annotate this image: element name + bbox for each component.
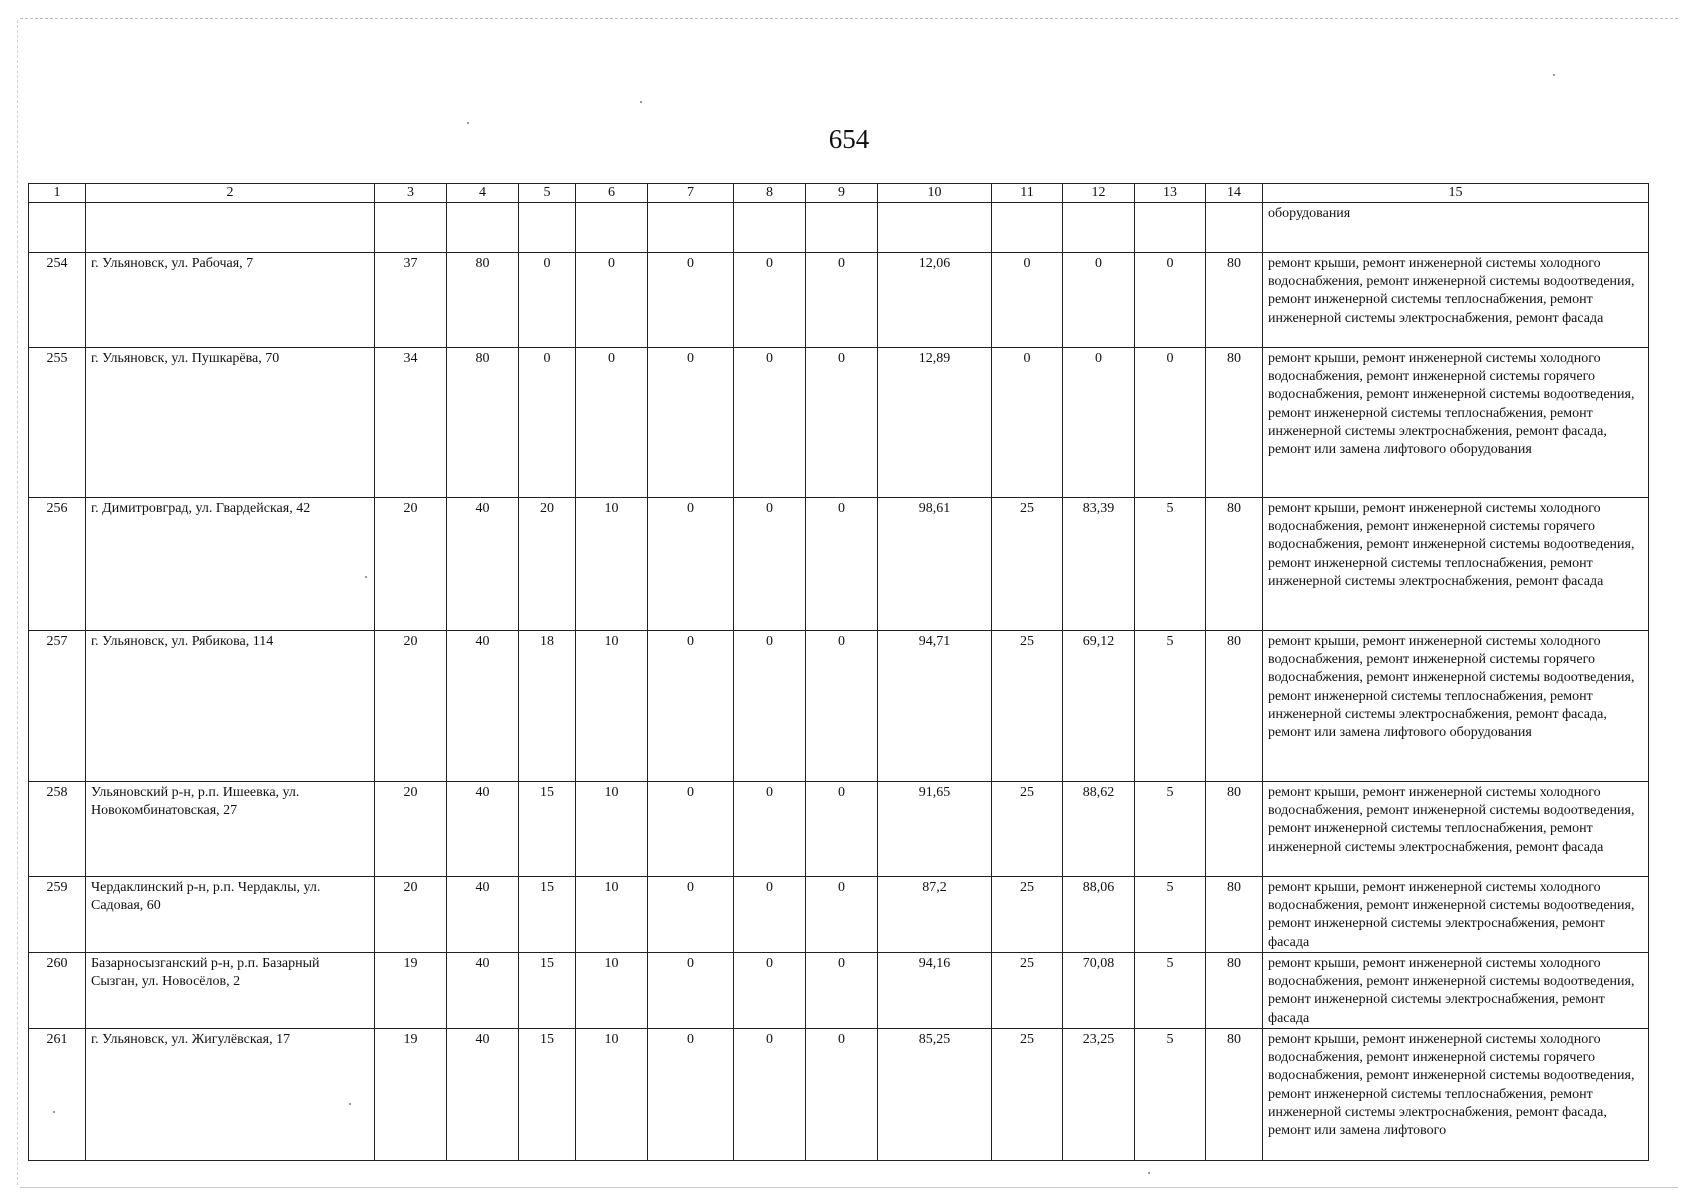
value-cell-col-7: 0 [648,498,734,631]
value-cell-col-10: 12,89 [878,348,992,498]
value-cell-col-14: 80 [1206,877,1263,953]
value-cell-col-14: 80 [1206,782,1263,877]
value-cell-col-8: 0 [734,1029,806,1161]
scan-speck [640,101,642,103]
row-number-cell: 258 [29,782,86,877]
value-cell-col-6: 10 [576,1029,648,1161]
value-cell-col-3: 37 [375,253,447,348]
row-number-cell: 255 [29,348,86,498]
value-cell-col-12: 0 [1063,253,1135,348]
column-number: 2 [86,184,375,203]
value-cell-col-9: 0 [806,253,878,348]
column-number: 12 [1063,184,1135,203]
value-cell-col-9: 0 [806,348,878,498]
value-cell-col-6: 10 [576,631,648,782]
address-cell: г. Ульяновск, ул. Пушкарёва, 70 [86,348,375,498]
table-cell [86,203,375,253]
scan-edge-top [20,18,1678,19]
value-cell-col-14: 80 [1206,253,1263,348]
value-cell-col-3: 34 [375,348,447,498]
value-cell-col-10: 94,16 [878,953,992,1029]
continuation-row [29,203,1649,253]
works-table [28,183,1649,1161]
value-cell-col-11: 25 [992,877,1063,953]
value-cell-col-4: 80 [447,348,519,498]
works-cell: ремонт крыши, ремонт инженерной системы холодного водоснабжения, ремонт инженерной системы водоотведения, ремонт инженерной системы электроснабжения, ремонт фасада [1263,953,1649,1029]
row-number-cell: 257 [29,631,86,782]
value-cell-col-11: 25 [992,782,1063,877]
works-cell: ремонт крыши, ремонт инженерной системы холодного водоснабжения, ремонт инженерной системы горячего водоснабжения, ремонт инженерной системы водоотведения, ремонт инженерной системы теплоснабжения, ремонт инженерной системы электроснабжения, ремонт фасада, ремонт или замена лифтового оборудования [1263,348,1649,498]
value-cell-col-12: 0 [1063,348,1135,498]
table-row [29,498,1649,631]
table-row [29,631,1649,782]
value-cell-col-6: 10 [576,877,648,953]
value-cell-col-14: 80 [1206,498,1263,631]
scan-edge-bottom [20,1187,1678,1188]
value-cell-col-11: 25 [992,1029,1063,1161]
value-cell-col-11: 0 [992,253,1063,348]
table-cell [576,203,648,253]
value-cell-col-8: 0 [734,348,806,498]
column-number: 10 [878,184,992,203]
value-cell-col-7: 0 [648,1029,734,1161]
table-cell [1135,203,1206,253]
row-number-cell: 259 [29,877,86,953]
value-cell-col-4: 40 [447,498,519,631]
value-cell-col-10: 91,65 [878,782,992,877]
column-numbers-row [29,184,1649,203]
table-cell [806,203,878,253]
works-cell: ремонт крыши, ремонт инженерной системы холодного водоснабжения, ремонт инженерной системы водоотведения, ремонт инженерной системы теплоснабжения, ремонт инженерной системы электроснабжения, ремонт фасада [1263,782,1649,877]
table-cell [992,203,1063,253]
value-cell-col-8: 0 [734,631,806,782]
column-number: 1 [29,184,86,203]
column-number: 15 [1263,184,1649,203]
value-cell-col-5: 0 [519,348,576,498]
table-cell [519,203,576,253]
column-number: 8 [734,184,806,203]
table-cell [447,203,519,253]
value-cell-col-6: 10 [576,498,648,631]
row-number-cell: 254 [29,253,86,348]
scan-speck [1148,1172,1150,1174]
value-cell-col-6: 10 [576,782,648,877]
value-cell-col-11: 25 [992,953,1063,1029]
value-cell-col-14: 80 [1206,953,1263,1029]
table-row [29,877,1649,953]
value-cell-col-13: 5 [1135,953,1206,1029]
value-cell-col-4: 40 [447,1029,519,1161]
scan-edge-left [17,20,18,1185]
value-cell-col-14: 80 [1206,1029,1263,1161]
value-cell-col-5: 18 [519,631,576,782]
value-cell-col-11: 25 [992,631,1063,782]
value-cell-col-7: 0 [648,631,734,782]
value-cell-col-5: 15 [519,782,576,877]
value-cell-col-9: 0 [806,631,878,782]
value-cell-col-8: 0 [734,953,806,1029]
value-cell-col-9: 0 [806,1029,878,1161]
value-cell-col-13: 0 [1135,348,1206,498]
column-number: 9 [806,184,878,203]
address-cell: Ульяновский р-н, р.п. Ишеевка, ул. Новокомбинатовская, 27 [86,782,375,877]
value-cell-col-6: 0 [576,348,648,498]
value-cell-col-3: 20 [375,782,447,877]
table-row [29,348,1649,498]
address-cell: г. Ульяновск, ул. Рябикова, 114 [86,631,375,782]
value-cell-col-4: 40 [447,631,519,782]
value-cell-col-5: 20 [519,498,576,631]
value-cell-col-13: 5 [1135,877,1206,953]
value-cell-col-5: 0 [519,253,576,348]
value-cell-col-3: 19 [375,1029,447,1161]
works-cell: ремонт крыши, ремонт инженерной системы холодного водоснабжения, ремонт инженерной системы горячего водоснабжения, ремонт инженерной системы водоотведения, ремонт инженерной системы теплоснабжения, ремонт инженерной системы электроснабжения, ремонт фасада, ремонт или замена лифтового оборудования [1263,631,1649,782]
value-cell-col-12: 23,25 [1063,1029,1135,1161]
works-cell: ремонт крыши, ремонт инженерной системы холодного водоснабжения, ремонт инженерной системы горячего водоснабжения, ремонт инженерной системы водоотведения, ремонт инженерной системы теплоснабжения, ремонт инженерной системы электроснабжения, ремонт фасада [1263,498,1649,631]
value-cell-col-12: 69,12 [1063,631,1135,782]
value-cell-col-12: 88,06 [1063,877,1135,953]
value-cell-col-6: 10 [576,953,648,1029]
works-cell: ремонт крыши, ремонт инженерной системы холодного водоснабжения, ремонт инженерной системы горячего водоснабжения, ремонт инженерной системы водоотведения, ремонт инженерной системы теплоснабжения, ремонт инженерной системы электроснабжения, ремонт фасада, ремонт или замена лифтового [1263,1029,1649,1161]
column-number: 3 [375,184,447,203]
works-cell: оборудования [1263,203,1649,253]
table-row [29,253,1649,348]
value-cell-col-3: 20 [375,498,447,631]
value-cell-col-12: 70,08 [1063,953,1135,1029]
value-cell-col-8: 0 [734,877,806,953]
value-cell-col-5: 15 [519,1029,576,1161]
page-number: 654 [828,124,870,154]
value-cell-col-7: 0 [648,877,734,953]
value-cell-col-13: 5 [1135,498,1206,631]
column-number: 14 [1206,184,1263,203]
value-cell-col-9: 0 [806,498,878,631]
value-cell-col-7: 0 [648,348,734,498]
table-body [29,184,1649,1161]
works-cell: ремонт крыши, ремонт инженерной системы холодного водоснабжения, ремонт инженерной системы водоотведения, ремонт инженерной системы электроснабжения, ремонт фасада [1263,877,1649,953]
value-cell-col-3: 19 [375,953,447,1029]
table-cell [878,203,992,253]
address-cell: г. Ульяновск, ул. Жигулёвская, 17 [86,1029,375,1161]
address-cell: г. Ульяновск, ул. Рабочая, 7 [86,253,375,348]
column-number: 13 [1135,184,1206,203]
value-cell-col-6: 0 [576,253,648,348]
value-cell-col-13: 5 [1135,782,1206,877]
works-cell: ремонт крыши, ремонт инженерной системы холодного водоснабжения, ремонт инженерной системы водоотведения, ремонт инженерной системы теплоснабжения, ремонт инженерной системы электроснабжения, ремонт фасада [1263,253,1649,348]
value-cell-col-4: 40 [447,782,519,877]
value-cell-col-10: 87,2 [878,877,992,953]
value-cell-col-8: 0 [734,782,806,877]
value-cell-col-13: 5 [1135,1029,1206,1161]
table-row [29,782,1649,877]
table-row [29,1029,1649,1161]
value-cell-col-10: 98,61 [878,498,992,631]
value-cell-col-5: 15 [519,877,576,953]
value-cell-col-3: 20 [375,877,447,953]
value-cell-col-14: 80 [1206,348,1263,498]
column-number: 6 [576,184,648,203]
value-cell-col-9: 0 [806,953,878,1029]
scan-speck [1553,74,1555,76]
value-cell-col-14: 80 [1206,631,1263,782]
value-cell-col-4: 80 [447,253,519,348]
value-cell-col-11: 25 [992,498,1063,631]
value-cell-col-5: 15 [519,953,576,1029]
value-cell-col-12: 83,39 [1063,498,1135,631]
value-cell-col-4: 40 [447,877,519,953]
column-number: 5 [519,184,576,203]
value-cell-col-13: 5 [1135,631,1206,782]
column-number: 7 [648,184,734,203]
table-cell [648,203,734,253]
value-cell-col-8: 0 [734,253,806,348]
value-cell-col-11: 0 [992,348,1063,498]
value-cell-col-7: 0 [648,253,734,348]
address-cell: г. Димитровград, ул. Гвардейская, 42 [86,498,375,631]
table-cell [1206,203,1263,253]
value-cell-col-7: 0 [648,782,734,877]
value-cell-col-10: 85,25 [878,1029,992,1161]
column-number: 11 [992,184,1063,203]
value-cell-col-10: 94,71 [878,631,992,782]
value-cell-col-4: 40 [447,953,519,1029]
table-cell [734,203,806,253]
value-cell-col-10: 12,06 [878,253,992,348]
table-cell [375,203,447,253]
address-cell: Базарносызганский р-н, р.п. Базарный Сызган, ул. Новосёлов, 2 [86,953,375,1029]
value-cell-col-9: 0 [806,782,878,877]
table-row [29,953,1649,1029]
value-cell-col-9: 0 [806,877,878,953]
value-cell-col-7: 0 [648,953,734,1029]
address-cell: Чердаклинский р-н, р.п. Чердаклы, ул. Садовая, 60 [86,877,375,953]
table-cell [29,203,86,253]
value-cell-col-12: 88,62 [1063,782,1135,877]
value-cell-col-13: 0 [1135,253,1206,348]
row-number-cell: 261 [29,1029,86,1161]
value-cell-col-8: 0 [734,498,806,631]
row-number-cell: 256 [29,498,86,631]
value-cell-col-3: 20 [375,631,447,782]
column-number: 4 [447,184,519,203]
row-number-cell: 260 [29,953,86,1029]
table-cell [1063,203,1135,253]
